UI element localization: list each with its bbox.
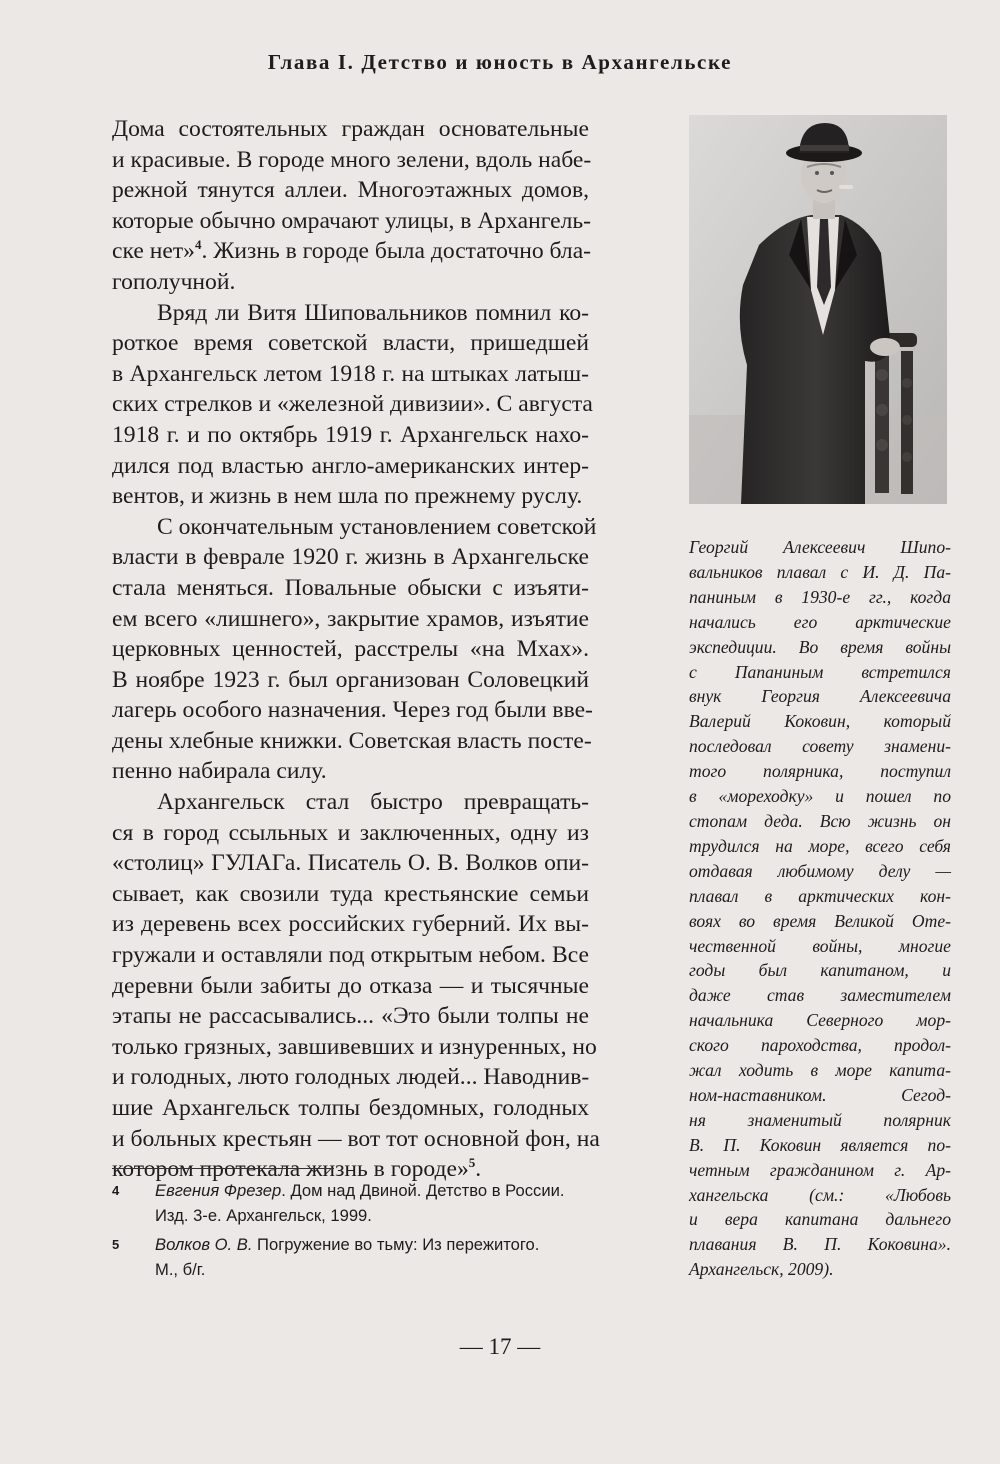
caption-line: плавания В. П. Коковина».	[689, 1234, 951, 1255]
text-line: власти в феврале 1920 г. жизнь в Архангельске	[112, 544, 589, 571]
caption-line: и вера капитана дальнего	[689, 1209, 951, 1230]
caption-line: годы был капитаном, и	[689, 960, 951, 981]
caption-line: Валерий Коковин, который	[689, 711, 951, 732]
text-fragment: .	[475, 1156, 482, 1183]
text-fragment: . Жизнь в городе была достаточно бла-	[201, 238, 592, 265]
text-line: пенно набирала силу.	[112, 758, 327, 785]
text-line: 1918 г. и по октябрь 1919 г. Архангельск нахо-	[112, 421, 589, 448]
text-line: дены хлебные книжки. Советская власть посте-	[112, 727, 592, 754]
caption-line: трудился на море, всего себя	[689, 835, 951, 856]
caption-line: хангельска (см.: «Любовь	[689, 1184, 951, 1205]
caption-line: В. П. Коковин является по-	[689, 1134, 951, 1155]
text-line: В ноябре 1923 г. был организован Соловецкий	[112, 666, 589, 693]
text-line: Вряд ли Витя Шиповальников помнил ко-	[157, 299, 589, 326]
caption-line: чественной войны, многие	[689, 935, 951, 956]
caption-line: ского пароходства, продол-	[689, 1035, 951, 1056]
text-line: Дома состоятельных граждан основательные	[112, 116, 589, 142]
text-line: в Архангельск летом 1918 г. на штыках латыш-	[112, 360, 589, 387]
text-line: гружали и оставляли под открытым небом. Все	[112, 942, 589, 969]
caption-line: Архангельск, 2009).	[689, 1259, 834, 1280]
text-line: роткое время советской власти, пришедшей	[112, 330, 589, 357]
caption-line: последовал совету знамени-	[689, 736, 951, 757]
text-line: «столиц» ГУЛАГа. Писатель О. В. Волков опи-	[112, 850, 589, 877]
man-portrait-illustration	[689, 115, 947, 504]
footnote-divider	[112, 1168, 334, 1169]
text-line: вентов, и жизнь в нем шла по прежнему руслу.	[112, 483, 583, 510]
caption-line: воях во время Великой Оте-	[689, 910, 951, 931]
text-fragment: котором протекала жизнь в городе»	[112, 1156, 469, 1183]
caption-line: ном-наставником. Сегод-	[689, 1084, 951, 1105]
footnote-ref: 4	[194, 237, 202, 253]
text-line: деревни были забиты до отказа — и тысячные	[112, 972, 589, 999]
text-fragment: ске нет»	[112, 238, 195, 265]
text-line: режной тянутся аллеи. Многоэтажных домов,	[112, 177, 589, 204]
text-line: церковных ценностей, расстрелы «на Мхах».	[112, 636, 589, 663]
text-line: ских стрелков и «железной дивизии». С августа	[112, 391, 593, 418]
footnote-author: Евгения Фрезер	[155, 1181, 282, 1200]
text-line: этапы не рассасывались... «Это были толпы не	[112, 1003, 589, 1030]
footnote-text: . Дом над Двиной. Детство в России.	[281, 1181, 565, 1200]
text-line: С окончательным установлением советской	[157, 513, 597, 540]
text-line: ем всего «лишнего», закрытие храмов, изъятие	[112, 605, 589, 632]
footnote-number: 5	[112, 1237, 120, 1252]
caption-line: даже став заместителем	[689, 985, 951, 1006]
text-line: гополучной.	[112, 268, 236, 295]
text-line: лагерь особого назначения. Через год были вве-	[112, 697, 593, 724]
caption-line: Георгий Алексеевич Шипо-	[689, 537, 951, 557]
caption-line: экспедиции. Во время войны	[689, 636, 951, 657]
caption-line: паниным в 1930-е гг., когда	[689, 586, 951, 607]
caption-line: вальников плавал с И. Д. Па-	[689, 561, 951, 582]
caption-line: четным гражданином г. Ар-	[689, 1159, 951, 1180]
text-line: шие Архангельск толпы бездомных, голодных	[112, 1095, 589, 1121]
caption-line: отдавая любимому делу —	[689, 860, 951, 881]
text-line: которые обычно омрачают улицы, в Архангель-	[112, 207, 591, 234]
caption-line: того полярника, поступил	[689, 761, 951, 782]
text-line: и больных крестьян — вот тот основной фон, на	[112, 1125, 600, 1152]
text-line: только грязных, завшивевших и изнуренных, но	[112, 1033, 597, 1060]
footnote	[112, 1232, 592, 1282]
footnote-text: Изд. 3-е. Архангельск, 1999.	[155, 1206, 372, 1225]
caption-line: плавал в арктических кон-	[689, 885, 951, 906]
caption-line: начались его арктические	[689, 611, 951, 632]
text-line: сывает, как свозили туда крестьянские семьи	[112, 880, 589, 907]
text-line: из деревень всех российских губерний. Их вы-	[112, 911, 589, 938]
text-line: ся в город ссыльных и заключенных, одну из	[112, 819, 589, 846]
caption-line: ня знаменитый полярник	[689, 1109, 951, 1130]
page-number: — 17 —	[459, 1334, 541, 1359]
text-line: и красивые. В городе много зелени, вдоль набе-	[112, 146, 592, 173]
text-line: и голодных, люто голодных людей... Наводнив-	[112, 1064, 590, 1091]
text-line: стала меняться. Повальные обыски с изъяти-	[112, 574, 589, 601]
footnote-author: Волков О. В.	[155, 1235, 253, 1254]
footnote	[112, 1178, 592, 1228]
portrait-photo	[689, 115, 947, 504]
text-line	[112, 236, 592, 267]
caption-line: стопам деда. Всю жизнь он	[689, 810, 951, 831]
main-text	[112, 114, 600, 1185]
running-header: Глава I. Детство и юность в Архангельске	[267, 50, 733, 74]
footnote-ref: 5	[468, 1155, 476, 1171]
caption-line: внук Георгия Алексеевича	[689, 686, 951, 707]
caption-line: с Папаниным встретился	[689, 661, 951, 682]
text-line: дился под властью англо-американских интер-	[112, 452, 589, 479]
caption-line: в «мореходку» и пошел по	[689, 786, 951, 807]
footnotes	[112, 1178, 592, 1286]
text-line: Архангельск стал быстро превращать-	[157, 789, 589, 816]
caption-line: начальника Северного мор-	[689, 1010, 951, 1031]
footnote-text: Погружение во тьму: Из пережитого.	[252, 1235, 540, 1254]
footnote-number: 4	[112, 1183, 120, 1198]
caption-line: жал ходить в море капита-	[689, 1060, 951, 1081]
footnote-text: М., б/г.	[155, 1260, 206, 1279]
photo-caption	[689, 535, 951, 1282]
